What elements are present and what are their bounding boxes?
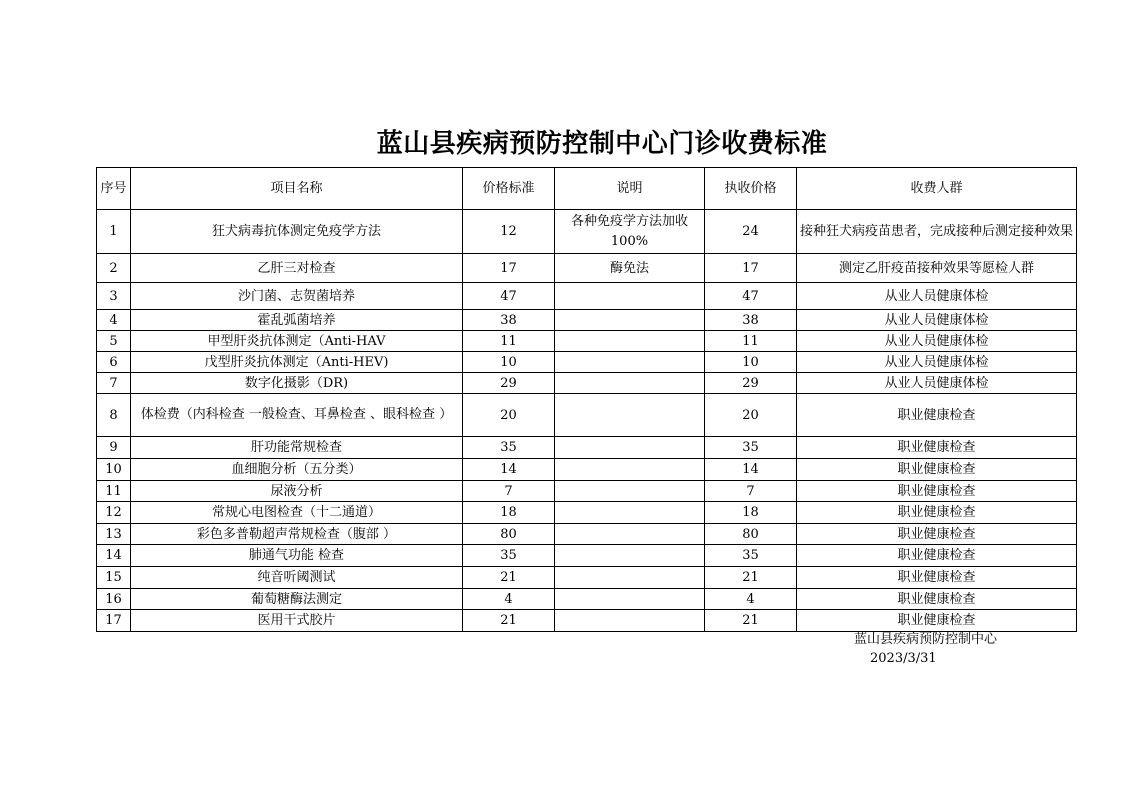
cell-target: 职业健康检查 (797, 567, 1077, 589)
header-name: 项目名称 (131, 168, 463, 210)
cell-name: 常规心电图检查（十二通道） (131, 502, 463, 524)
cell-exec-price: 21 (705, 610, 797, 632)
cell-target: 从业人员健康体检 (797, 331, 1077, 352)
cell-seq: 12 (97, 502, 131, 524)
cell-note (555, 545, 705, 567)
cell-seq: 3 (97, 283, 131, 310)
footer-organization: 蓝山县疾病预防控制中心 (854, 632, 998, 647)
cell-note (555, 331, 705, 352)
cell-note (555, 481, 705, 502)
cell-seq: 2 (97, 254, 131, 283)
table-row (97, 589, 1077, 610)
cell-note (555, 373, 705, 394)
cell-exec-price: 10 (705, 352, 797, 373)
cell-target: 职业健康检查 (797, 459, 1077, 481)
cell-seq: 16 (97, 589, 131, 610)
cell-target: 职业健康检查 (797, 524, 1077, 545)
cell-note: 各种免疫学方法加收100% (555, 210, 705, 254)
cell-price: 80 (463, 524, 555, 545)
cell-seq: 8 (97, 394, 131, 437)
cell-name: 血细胞分析（五分类） (131, 459, 463, 481)
table-row (97, 524, 1077, 545)
cell-exec-price: 18 (705, 502, 797, 524)
cell-target: 接种狂犬病疫苗患者，完成接种后测定接种效果 (797, 210, 1077, 254)
fee-table (96, 167, 1077, 632)
cell-price: 35 (463, 545, 555, 567)
cell-note (555, 352, 705, 373)
cell-name: 甲型肝炎抗体测定（Anti-HAV (131, 331, 463, 352)
cell-name: 沙门菌、志贺菌培养 (131, 283, 463, 310)
cell-seq: 10 (97, 459, 131, 481)
cell-name: 狂犬病毒抗体测定免疫学方法 (131, 210, 463, 254)
cell-exec-price: 35 (705, 437, 797, 459)
cell-price: 29 (463, 373, 555, 394)
cell-exec-price: 24 (705, 210, 797, 254)
cell-note (555, 610, 705, 632)
table-row (97, 459, 1077, 481)
table-row (97, 283, 1077, 310)
cell-price: 12 (463, 210, 555, 254)
cell-price: 14 (463, 459, 555, 481)
cell-note (555, 524, 705, 545)
cell-note (555, 283, 705, 310)
cell-name: 肝功能常规检查 (131, 437, 463, 459)
cell-seq: 13 (97, 524, 131, 545)
cell-name: 戊型肝炎抗体测定（Anti-HEV) (131, 352, 463, 373)
table-row (97, 437, 1077, 459)
cell-name: 医用干式胶片 (131, 610, 463, 632)
cell-name: 纯音听阈测试 (131, 567, 463, 589)
page-title: 蓝山县疾病预防控制中心门诊收费标准 (376, 129, 828, 159)
cell-price: 10 (463, 352, 555, 373)
table-row (97, 502, 1077, 524)
cell-target: 职业健康检查 (797, 394, 1077, 437)
cell-seq: 4 (97, 310, 131, 331)
cell-exec-price: 14 (705, 459, 797, 481)
header-target: 收费人群 (797, 168, 1077, 210)
table-row (97, 310, 1077, 331)
header-note: 说明 (555, 168, 705, 210)
cell-name: 彩色多普勒超声常规检查（腹部 ） (131, 524, 463, 545)
cell-target: 职业健康检查 (797, 589, 1077, 610)
cell-seq: 17 (97, 610, 131, 632)
cell-seq: 5 (97, 331, 131, 352)
table-row (97, 254, 1077, 283)
cell-price: 47 (463, 283, 555, 310)
cell-price: 11 (463, 331, 555, 352)
header-exec-price: 执收价格 (705, 168, 797, 210)
cell-price: 17 (463, 254, 555, 283)
cell-name: 尿液分析 (131, 481, 463, 502)
cell-target: 从业人员健康体检 (797, 373, 1077, 394)
table-row (97, 610, 1077, 632)
cell-price: 21 (463, 567, 555, 589)
cell-target: 从业人员健康体检 (797, 283, 1077, 310)
cell-name: 数字化摄影（DR) (131, 373, 463, 394)
cell-price: 38 (463, 310, 555, 331)
cell-seq: 11 (97, 481, 131, 502)
cell-price: 7 (463, 481, 555, 502)
cell-note (555, 394, 705, 437)
cell-note: 酶免法 (555, 254, 705, 283)
cell-exec-price: 38 (705, 310, 797, 331)
cell-exec-price: 35 (705, 545, 797, 567)
table-header-row (97, 168, 1077, 210)
cell-price: 20 (463, 394, 555, 437)
table-row (97, 352, 1077, 373)
cell-target: 职业健康检查 (797, 481, 1077, 502)
cell-name: 霍乱弧菌培养 (131, 310, 463, 331)
footer-date: 2023/3/31 (870, 651, 937, 666)
cell-target: 从业人员健康体检 (797, 352, 1077, 373)
cell-seq: 15 (97, 567, 131, 589)
cell-target: 职业健康检查 (797, 502, 1077, 524)
cell-price: 21 (463, 610, 555, 632)
cell-exec-price: 80 (705, 524, 797, 545)
cell-note (555, 459, 705, 481)
cell-exec-price: 20 (705, 394, 797, 437)
cell-exec-price: 4 (705, 589, 797, 610)
header-seq: 序号 (97, 168, 131, 210)
cell-price: 18 (463, 502, 555, 524)
cell-name: 肺通气功能 检查 (131, 545, 463, 567)
cell-seq: 7 (97, 373, 131, 394)
cell-seq: 1 (97, 210, 131, 254)
cell-note (555, 310, 705, 331)
cell-exec-price: 47 (705, 283, 797, 310)
cell-target: 职业健康检查 (797, 437, 1077, 459)
cell-note (555, 502, 705, 524)
cell-seq: 14 (97, 545, 131, 567)
cell-exec-price: 7 (705, 481, 797, 502)
cell-name: 葡萄糖酶法测定 (131, 589, 463, 610)
table-row (97, 331, 1077, 352)
cell-exec-price: 17 (705, 254, 797, 283)
cell-note (555, 437, 705, 459)
header-price: 价格标准 (463, 168, 555, 210)
table-row (97, 373, 1077, 394)
cell-exec-price: 11 (705, 331, 797, 352)
cell-exec-price: 29 (705, 373, 797, 394)
table-row (97, 481, 1077, 502)
cell-target: 从业人员健康体检 (797, 310, 1077, 331)
cell-note (555, 589, 705, 610)
cell-name: 乙肝三对检查 (131, 254, 463, 283)
cell-price: 4 (463, 589, 555, 610)
cell-seq: 6 (97, 352, 131, 373)
cell-target: 测定乙肝疫苗接种效果等愿检人群 (797, 254, 1077, 283)
cell-exec-price: 21 (705, 567, 797, 589)
cell-target: 职业健康检查 (797, 545, 1077, 567)
cell-name: 体检费（内科检查 一般检查、耳鼻检查 、眼科检查 ） (131, 394, 463, 437)
table-row (97, 394, 1077, 437)
cell-note (555, 567, 705, 589)
cell-price: 35 (463, 437, 555, 459)
cell-seq: 9 (97, 437, 131, 459)
table-row (97, 210, 1077, 254)
table-row (97, 567, 1077, 589)
table-row (97, 545, 1077, 567)
cell-target: 职业健康检查 (797, 610, 1077, 632)
